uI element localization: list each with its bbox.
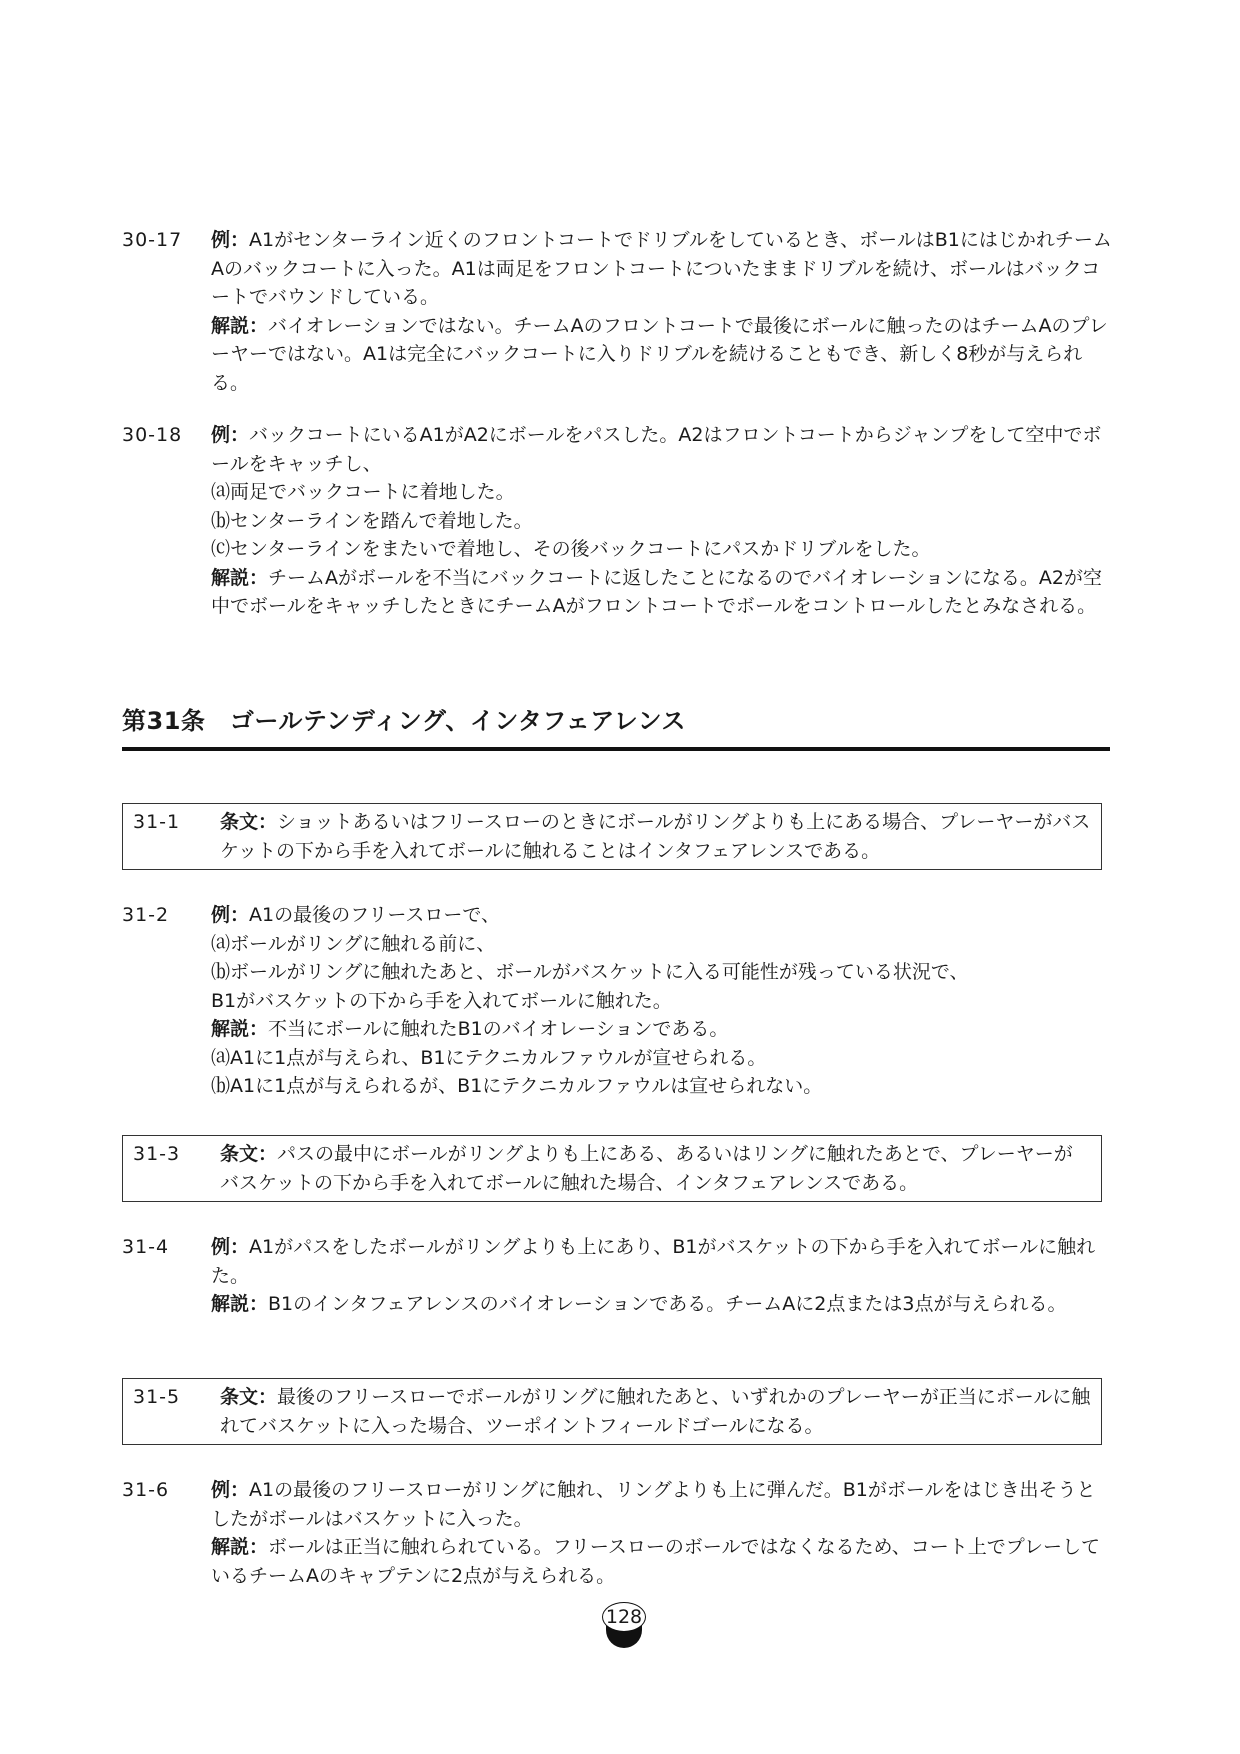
article-31-1	[122, 803, 1102, 870]
explanation-label: 解説：	[211, 314, 269, 337]
example-label: 例：	[211, 1236, 250, 1258]
article-body	[220, 1140, 1091, 1197]
article-text: 最後のフリースローでボールがリングに触れたあと、いずれかのプレーヤーが正当にボールに触れてバスケットに入った場合、ツーポイントフィールドゴールになる。	[220, 1386, 1091, 1437]
section-heading	[122, 703, 1110, 751]
explanation-label: 解説：	[211, 1536, 269, 1558]
example-label: 例：	[211, 904, 250, 926]
case-body	[211, 421, 1112, 621]
explanation-text: チームAがボールを不当にバックコートに返したことになるのでバイオレーションになる。A2が空中でボールをキャッチしたときにチームAがフロントコートでボールをコントロールしたとみなされる。	[211, 566, 1103, 617]
explanation-label: 解説：	[211, 566, 269, 589]
case-31-4	[122, 1233, 1112, 1319]
example-text: A1の最後のフリースローで、	[249, 904, 501, 926]
sub-case-list	[211, 478, 1112, 564]
example-label: 例：	[211, 229, 250, 251]
explanation-text: 不当にボールに触れたB1のバイオレーションである。	[268, 1018, 729, 1040]
case-number: 31-6	[122, 1479, 170, 1501]
article-text: ショットあるいはフリースローのときにボールがリングよりも上にある場合、プレーヤーがバスケットの下から手を入れてボールに触れることはインタフェアレンスである。	[220, 811, 1091, 862]
explanation-sub-list	[211, 1044, 1112, 1101]
sub-case-a: ⒜ボールがリングに触れる前に、	[211, 932, 496, 955]
explanation-text: ボールは正当に触れられている。フリースローのボールではなくなるため、コート上でプレーしているチームAのキャプテンに2点が与えられる。	[211, 1536, 1101, 1587]
example-paragraph	[211, 226, 1112, 312]
example-paragraph	[211, 1233, 1112, 1290]
explanation-paragraph	[211, 312, 1112, 398]
explanation-paragraph	[211, 1015, 1112, 1044]
article-31-5	[122, 1378, 1102, 1445]
case-number: 30-18	[122, 424, 183, 446]
explanation-paragraph	[211, 1290, 1112, 1319]
example-paragraph	[211, 901, 1112, 930]
case-number: 30-17	[122, 229, 183, 251]
explanation-text: B1のインタフェアレンスのバイオレーションである。チームAに2点または3点が与えられる。	[268, 1293, 1067, 1315]
sub-case-a: ⒜両足でバックコートに着地した。	[211, 481, 515, 503]
section-title: 第31条 ゴールテンディング、インタフェアレンス	[122, 707, 686, 735]
case-body	[211, 1233, 1112, 1319]
case-body	[211, 226, 1112, 397]
article-label: 条文：	[220, 1386, 278, 1408]
example-text: A1がパスをしたボールがリングよりも上にあり、B1がバスケットの下から手を入れてボールに触れた。	[211, 1236, 1096, 1287]
example-text: A1の最後のフリースローがリングに触れ、リングよりも上に弾んだ。B1がボールをはじき出そうとしたがボールはバスケットに入った。	[211, 1479, 1096, 1530]
example-text: A1がセンターライン近くのフロントコートでドリブルをしているとき、ボールはB1にはじかれチームAのバックコートに入った。A1は両足をフロントコートについたままドリブルを続け、ボールはバックコートでバウンドしている。	[211, 229, 1112, 308]
sub-case-b: ⒝ボールがリングに触れたあと、ボールがバスケットに入る可能性が残っている状況で、	[211, 961, 969, 983]
case-30-17	[122, 226, 1112, 397]
case-30-18	[122, 421, 1112, 621]
explanation-sub-b: ⒝A1に1点が与えられるが、B1にテクニカルファウルは宣せられない。	[211, 1075, 823, 1097]
sub-case-b: ⒝センターラインを踏んで着地した。	[211, 509, 533, 532]
example-label: 例：	[211, 424, 250, 446]
case-31-2	[122, 901, 1112, 1101]
article-31-3	[122, 1135, 1102, 1202]
example-paragraph	[211, 421, 1112, 478]
sub-case-list	[211, 930, 1112, 987]
case-body	[211, 901, 1112, 1101]
explanation-label: 解説：	[211, 1293, 269, 1315]
explanation-label: 解説：	[211, 1018, 269, 1040]
case-number: 31-4	[122, 1236, 170, 1258]
explanation-paragraph	[211, 1533, 1112, 1590]
explanation-text: バイオレーションではない。チームAのフロントコートで最後にボールに触ったのはチームAのプレーヤーではない。A1は完全にバックコートに入りドリブルを続けることもでき、新しく8秒が与えられる。	[211, 314, 1108, 394]
case-31-6	[122, 1476, 1112, 1590]
article-body	[220, 808, 1091, 865]
article-number: 31-3	[133, 1143, 181, 1165]
example-paragraph	[211, 1476, 1112, 1533]
explanation-sub-a: ⒜A1に1点が与えられ、B1にテクニカルファウルが宣せられる。	[211, 1046, 767, 1069]
sub-case-c: ⒞センターラインをまたいで着地し、その後バックコートにパスかドリブルをした。	[211, 538, 931, 560]
case-number: 31-2	[122, 904, 170, 926]
article-label: 条文：	[220, 1143, 278, 1165]
explanation-paragraph	[211, 564, 1112, 621]
example-text: バックコートにいるA1がA2にボールをパスした。A2はフロントコートからジャンプをして空中でボールをキャッチし、	[211, 424, 1102, 475]
article-text: パスの最中にボールがリングよりも上にある、あるいはリングに触れたあとで、プレーヤーがバスケットの下から手を入れてボールに触れた場合、インタフェアレンスである。	[220, 1143, 1073, 1194]
article-number: 31-1	[133, 811, 181, 833]
case-body	[211, 1476, 1112, 1590]
article-number: 31-5	[133, 1386, 181, 1408]
article-body	[220, 1383, 1091, 1440]
example-label: 例：	[211, 1479, 250, 1501]
page-number	[602, 1602, 646, 1658]
example-tail: B1がバスケットの下から手を入れてボールに触れた。	[211, 989, 672, 1012]
page-number-label: 128	[602, 1602, 646, 1632]
article-label: 条文：	[220, 811, 278, 833]
